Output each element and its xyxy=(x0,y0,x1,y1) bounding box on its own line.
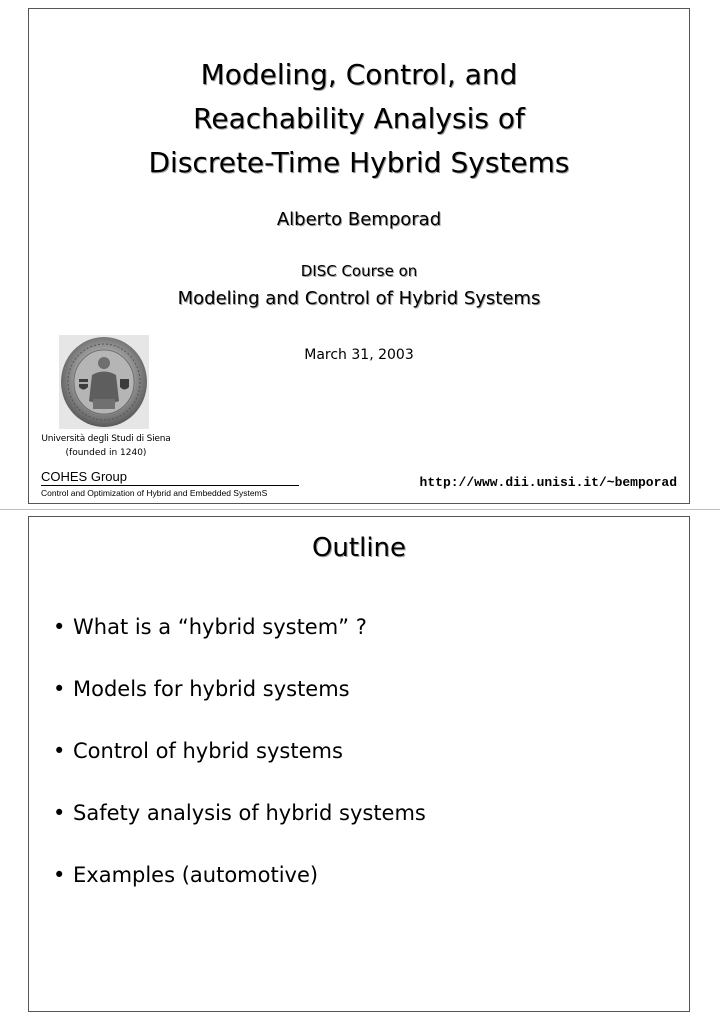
outline-list xyxy=(53,612,426,922)
page-divider xyxy=(0,509,720,510)
group-description: Control and Optimization of Hybrid and Embedded SystemS xyxy=(41,488,268,498)
title-line-3: Discrete-Time Hybrid Systems xyxy=(148,146,570,179)
bullet-text: What is a “hybrid system” ? xyxy=(73,615,367,639)
course-prefix: DISC Course on xyxy=(300,262,418,280)
bullet-icon: • xyxy=(53,801,66,825)
course-name: Modeling and Control of Hybrid Systems xyxy=(177,288,541,309)
group-name: COHES Group xyxy=(41,469,127,484)
author-name: Alberto Bemporad xyxy=(276,209,442,230)
bullet-text: Models for hybrid systems xyxy=(73,677,350,701)
list-item xyxy=(53,674,426,736)
list-item xyxy=(53,736,426,798)
university-founded: (founded in 1240) xyxy=(65,448,147,458)
bullet-icon: • xyxy=(53,677,66,701)
title-line-2: Reachability Analysis of xyxy=(193,102,525,135)
outline-slide xyxy=(28,516,690,1012)
list-item xyxy=(53,798,426,860)
title-line-1: Modeling, Control, and xyxy=(200,58,518,91)
bullet-text: Safety analysis of hybrid systems xyxy=(73,801,426,825)
list-item xyxy=(53,860,426,922)
slide-title xyxy=(29,53,689,185)
author-url[interactable]: http://www.dii.unisi.it/~bemporad xyxy=(419,475,677,490)
bullet-text: Examples (automotive) xyxy=(73,863,319,887)
bullet-icon: • xyxy=(53,615,66,639)
bullet-icon: • xyxy=(53,863,66,887)
outline-title: Outline xyxy=(311,533,407,563)
university-seal-icon xyxy=(59,335,149,429)
bullet-icon: • xyxy=(53,739,66,763)
group-divider xyxy=(41,485,299,486)
title-slide xyxy=(28,8,690,504)
presentation-date: March 31, 2003 xyxy=(304,347,414,363)
bullet-text: Control of hybrid systems xyxy=(73,739,343,763)
university-name: Università degli Studi di Siena xyxy=(41,434,171,444)
list-item xyxy=(53,612,426,674)
